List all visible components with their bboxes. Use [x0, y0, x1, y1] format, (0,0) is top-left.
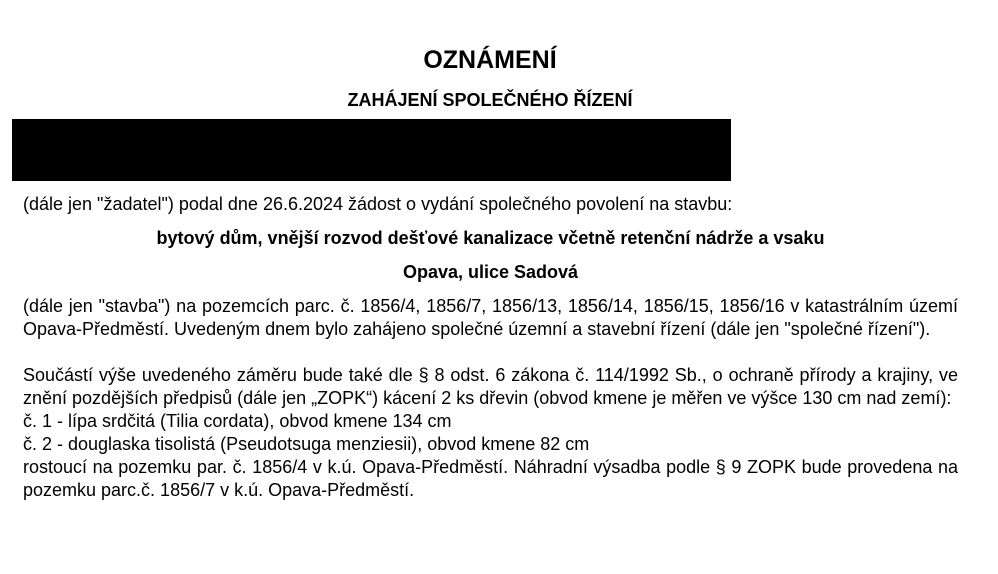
project-location: Opava, ulice Sadová	[402, 262, 579, 282]
trees-paragraph: Součástí výše uvedeného záměru bude také dle § 8 odst. 6 zákona č. 114/1992 Sb., o ochraně přírody a krajiny, ve znění pozdějších předpisů (dále jen „ZOPK“) kácení 2 ks dřevin (obvod kmene je měřen ve výšce 130 cm nad zemí):	[23, 365, 958, 408]
paragraph-spacer	[23, 341, 958, 364]
project-name: bytový dům, vnější rozvod dešťové kanalizace včetně retenční nádrže a vsaku	[156, 228, 825, 248]
closing-paragraph: rostoucí na pozemku par. č. 1856/4 v k.ú. Opava-Předměstí. Náhradní výsadba podle § 9 ZOPK bude provedena na pozemku parc.č. 1856/7 v k.ú. Opava-Předměstí.	[23, 457, 958, 500]
document-body	[23, 193, 958, 502]
parcels-paragraph: (dále jen "stavba") na pozemcích parc. č. 1856/4, 1856/7, 1856/13, 1856/14, 1856/15, 1856/16 v katastrálním území Opava-Předměstí. Uvedeným dnem bylo zahájeno společné územní a stavební řízení (dále jen "společné řízení").	[23, 296, 958, 339]
document-subtitle: ZAHÁJENÍ SPOLEČNÉHO ŘÍZENÍ	[347, 90, 633, 110]
intro-paragraph: (dále jen "žadatel") podal dne 26.6.2024 žádost o vydání společného povolení na stavbu:	[23, 194, 733, 214]
tree-item-1: č. 1 - lípa srdčitá (Tilia cordata), obvod kmene 134 cm	[23, 411, 452, 431]
document-title: OZNÁMENÍ	[423, 46, 557, 74]
redacted-applicant-block	[12, 119, 731, 181]
tree-item-2: č. 2 - douglaska tisolistá (Pseudotsuga menziesii), obvod kmene 82 cm	[23, 434, 590, 454]
